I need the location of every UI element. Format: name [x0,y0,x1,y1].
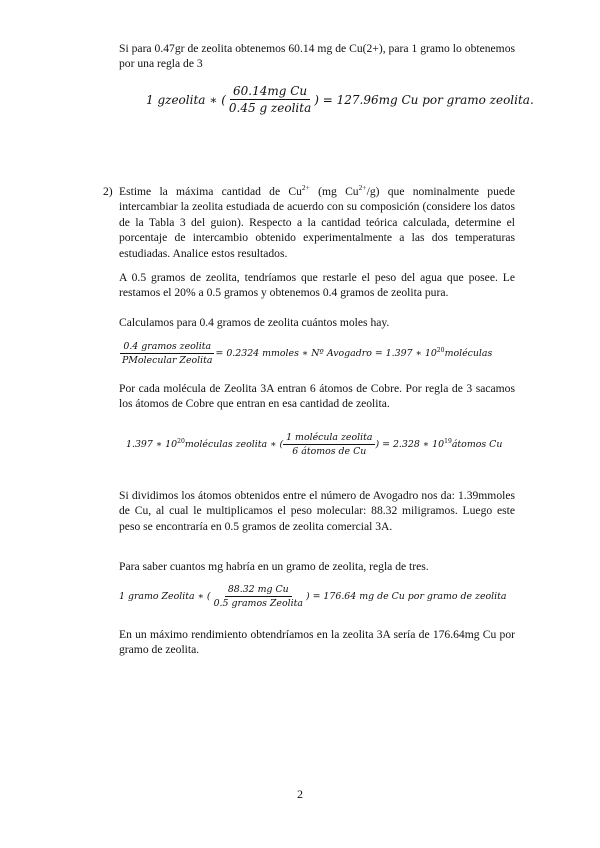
item-2-question [119,184,515,261]
eq2-numerator: 0.4 gramos zeolita [120,341,214,354]
final-paragraph: En un máximo rendimiento obtendríamos en la zeolita 3A sería de 176.64mg Cu por gramo de zeolita. [119,628,515,657]
q-sup-a: 2+ [301,183,310,193]
eq1-fraction [226,84,314,115]
divide-paragraph: Si dividimos los átomos obtenidos entre el número de Avogadro nos da: 1.39mmoles de Cu, al cual le multiplicamos el peso molecular: 88.32 miligramos. Luego este peso se encontraría en 0.5 gramos de zeolita comercial 3A. [119,489,515,533]
q-sup-b: 2+ [358,183,367,193]
eq3-fraction [283,432,375,457]
q-text-b: (mg Cu [309,185,359,198]
eq1-lhs: 1 gzeolita ∗ ( [146,92,226,107]
eq2-rhs: = 0.2324 mmoles ∗ Nº Avogadro = 1.397 ∗ $10^{20}moléculas$ [215,346,493,359]
equation-4 [119,584,507,609]
intro-paragraph: Si para 0.47gr de zeolita obtenemos 60.14 mg de Cu(2+), para 1 gramo lo obtenemos por una regla de 3 [119,42,515,71]
eq1-numerator: 60.14mg Cu [230,84,310,100]
eq3-lhs: 1.397 ∗ $10^{20}moléculas$ zeolita ∗ ( [126,437,284,450]
atoms-paragraph: Por cada molécula de Zeolita 3A entran 6 átomos de Cobre. Por regla de 3 sacamos los átomos de Cobre que entran en esa cantidad de zeolita. [119,382,515,411]
equation-2 [119,341,492,366]
eq2-denominator: PMolecular Zeolita [122,355,213,366]
q-text-c: /g) que nominalmente puede intercambiar la zeolita estudiada de acuerdo con su composición (considere los datos de la Tabla 3 del guion). Respecto a la cantidad teórica calculada, determine el porcentaje de intercambio obtenido experimentalmente a las dos temperaturas estudiadas. Analice estos resultados. [119,185,515,260]
q-text-a: Estime la máxima cantidad de Cu [119,185,302,198]
eq3-rhs: ) = 2.328 ∗ $10^{19}átomos$ Cu [375,437,503,450]
eq2-fraction [119,341,216,366]
water-paragraph: A 0.5 gramos de zeolita, tendríamos que restarle el peso del agua que posee. Le restamos el 20% a 0.5 gramos y obtenemos 0.4 gramos de zeolita pura. [119,271,515,300]
eq4-numerator: 88.32 mg Cu [225,584,292,597]
moles-paragraph: Calculamos para 0.4 gramos de zeolita cuántos moles hay. [119,316,390,329]
item-2-number: 2) [103,185,113,198]
equation-3 [126,432,502,457]
page-number: 2 [297,787,303,801]
eq4-fraction [211,584,306,609]
eq3-numerator: 1 molécula zeolita [283,432,375,445]
eq3-denominator: 6 átomos de Cu [292,446,367,457]
eq1-denominator: 0.45 g zeolita [228,101,312,115]
equation-1 [146,84,534,115]
rule-of-three-paragraph: Para saber cuantos mg habría en un gramo de zeolita, regla de tres. [119,560,429,573]
eq4-lhs: 1 gramo Zeolita ∗ ( [119,591,211,602]
eq1-rhs: ) = 127.96mg Cu por gramo zeolita. [314,92,534,107]
eq4-denominator: 0.5 gramos Zeolita [213,598,303,609]
eq4-rhs: ) = 176.64 mg de Cu por gramo de zeolita [305,591,507,602]
